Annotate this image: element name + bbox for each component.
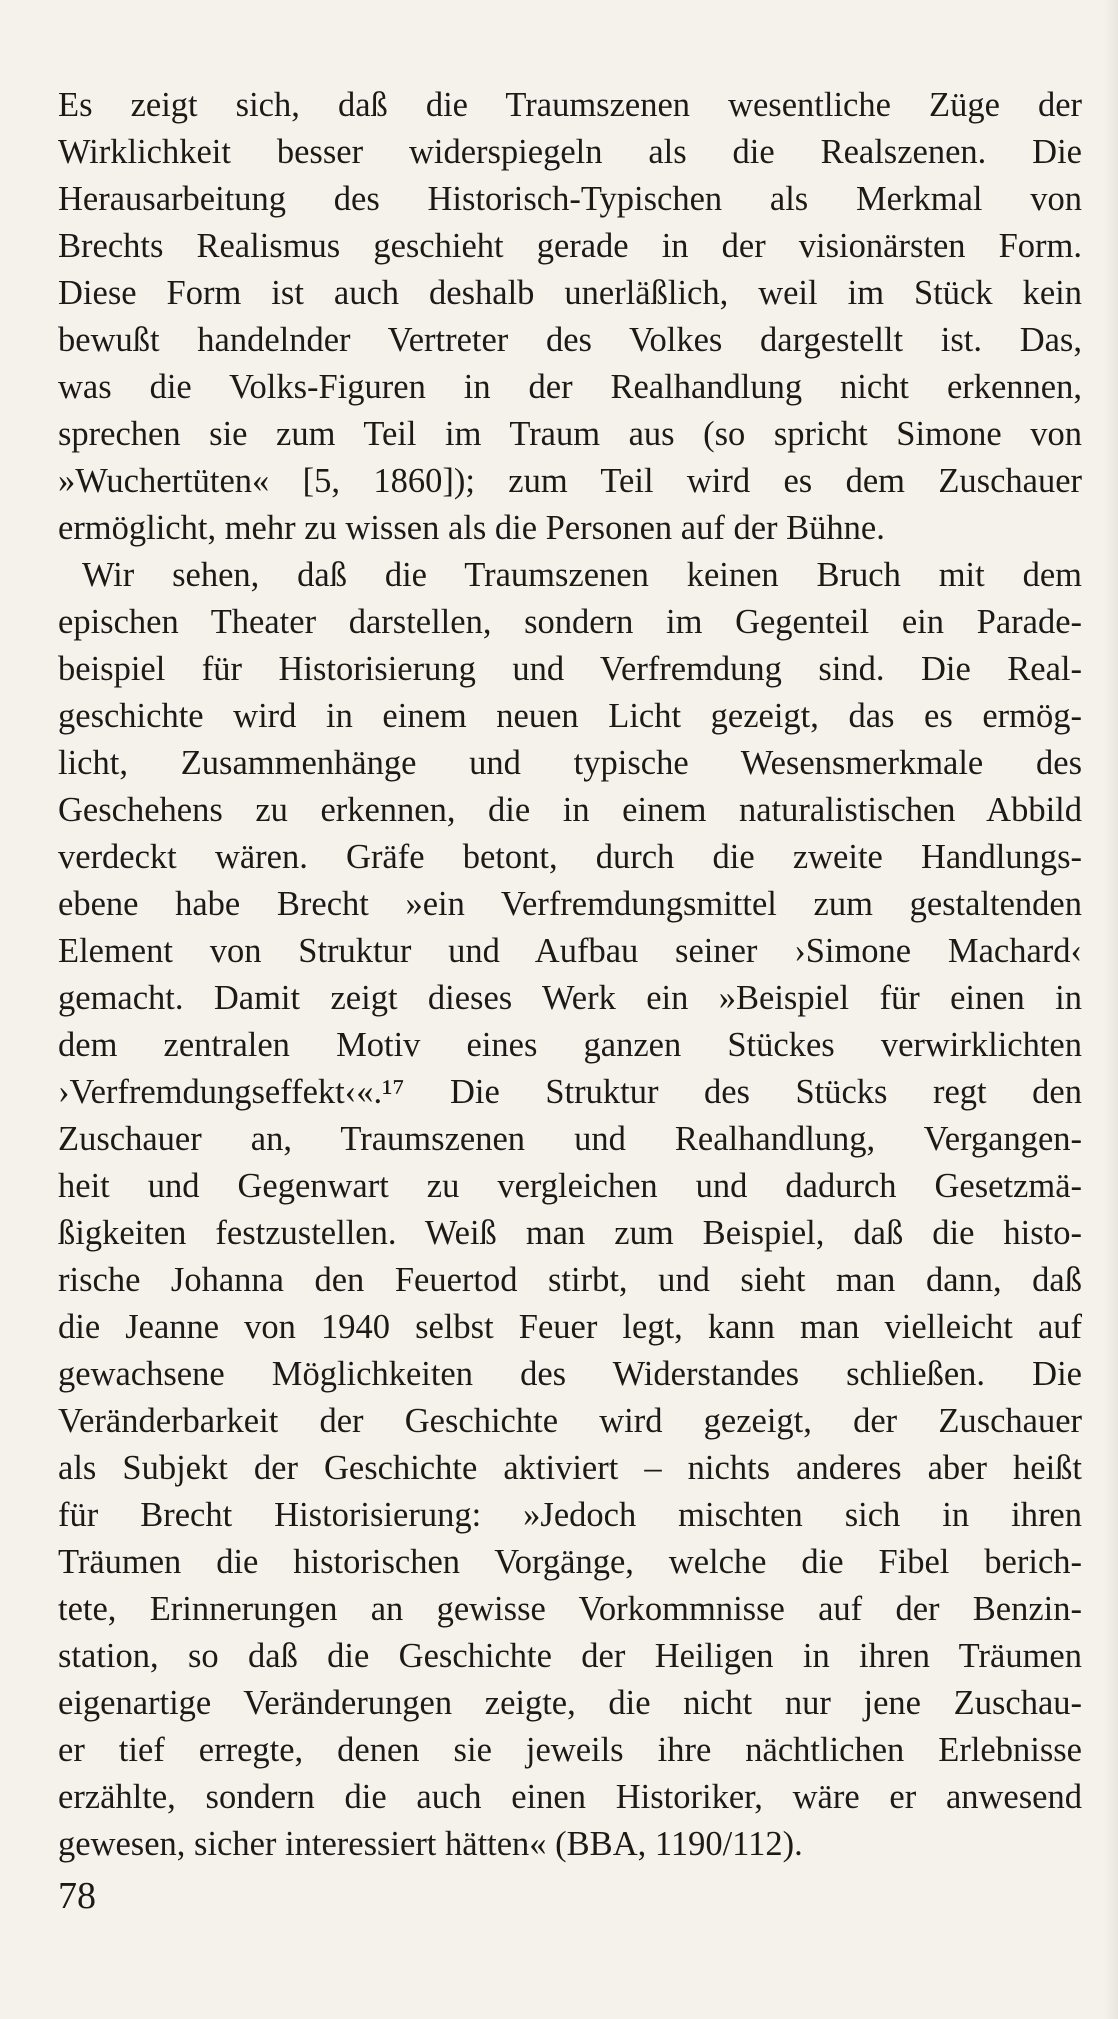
text-line: als Subjekt der Geschichte aktiviert – nichts anderes aber heißt xyxy=(58,1449,1082,1487)
text-line: dem zentralen Motiv eines ganzen Stückes verwirklichten xyxy=(58,1026,1082,1064)
body-text xyxy=(58,82,1082,1868)
text-line: bewußt handelnder Vertreter des Volkes dargestellt ist. Das, xyxy=(58,321,1082,359)
text-line: ebene habe Brecht »ein Verfremdungsmittel zum gestaltenden xyxy=(58,885,1082,923)
page-edge-shadow xyxy=(1104,0,1118,2019)
text-line: er tief erregte, denen sie jeweils ihre nächtlichen Erlebnisse xyxy=(58,1731,1082,1769)
text-line: für Brecht Historisierung: »Jedoch mischten sich in ihren xyxy=(58,1496,1082,1534)
text-line: ermöglicht, mehr zu wissen als die Personen auf der Bühne. xyxy=(58,509,885,547)
paragraph-2 xyxy=(58,552,1082,1868)
text-line: gemacht. Damit zeigt dieses Werk ein »Beispiel für einen in xyxy=(58,979,1082,1017)
text-line: Element von Struktur und Aufbau seiner ›Simone Machard‹ xyxy=(58,932,1082,970)
text-line: sprechen sie zum Teil im Traum aus (so spricht Simone von xyxy=(58,415,1082,453)
text-line: Veränderbarkeit der Geschichte wird gezeigt, der Zuschauer xyxy=(58,1402,1082,1440)
text-line: erzählte, sondern die auch einen Historiker, wäre er anwesend xyxy=(58,1778,1082,1816)
text-line: rische Johanna den Feuertod stirbt, und sieht man dann, daß xyxy=(58,1261,1082,1299)
text-line: Geschehens zu erkennen, die in einem naturalistischen Abbild xyxy=(58,791,1082,829)
text-line: die Jeanne von 1940 selbst Feuer legt, kann man vielleicht auf xyxy=(58,1308,1082,1346)
text-line: licht, Zusammenhänge und typische Wesensmerkmale des xyxy=(58,744,1082,782)
text-line: ›Verfremdungseffekt‹«.¹⁷ Die Struktur des Stücks regt den xyxy=(58,1073,1082,1111)
text-line: Zuschauer an, Traumszenen und Realhandlung, Vergangen- xyxy=(58,1120,1082,1158)
text-line: verdeckt wären. Gräfe betont, durch die zweite Handlungs- xyxy=(58,838,1082,876)
text-line: beispiel für Historisierung und Verfremdung sind. Die Real- xyxy=(58,650,1082,688)
text-line: epischen Theater darstellen, sondern im Gegenteil ein Parade- xyxy=(58,603,1082,641)
text-line: gewesen, sicher interessiert hätten« (BBA, 1190/112). xyxy=(58,1825,803,1863)
text-line: was die Volks-Figuren in der Realhandlung nicht erkennen, xyxy=(58,368,1082,406)
text-line: tete, Erinnerungen an gewisse Vorkommnisse auf der Benzin- xyxy=(58,1590,1082,1628)
text-line: Wir sehen, daß die Traumszenen keinen Bruch mit dem xyxy=(82,556,1082,594)
text-line: Träumen die historischen Vorgänge, welche die Fibel berich- xyxy=(58,1543,1082,1581)
page-number: 78 xyxy=(58,1875,96,1917)
paragraph-1 xyxy=(58,82,1082,552)
text-line: heit und Gegenwart zu vergleichen und dadurch Gesetzmä- xyxy=(58,1167,1082,1205)
text-line: »Wuchertüten« [5, 1860]); zum Teil wird es dem Zuschauer xyxy=(58,462,1082,500)
text-line: station, so daß die Geschichte der Heiligen in ihren Träumen xyxy=(58,1637,1082,1675)
text-line: ßigkeiten festzustellen. Weiß man zum Beispiel, daß die histo- xyxy=(58,1214,1082,1252)
text-line: gewachsene Möglichkeiten des Widerstandes schließen. Die xyxy=(58,1355,1082,1393)
text-line: geschichte wird in einem neuen Licht gezeigt, das es ermög- xyxy=(58,697,1082,735)
text-line: Herausarbeitung des Historisch-Typischen als Merkmal von xyxy=(58,180,1082,218)
text-line: Diese Form ist auch deshalb unerläßlich, weil im Stück kein xyxy=(58,274,1082,312)
text-line: Brechts Realismus geschieht gerade in der visionärsten Form. xyxy=(58,227,1082,265)
text-line: Es zeigt sich, daß die Traumszenen wesentliche Züge der xyxy=(58,86,1082,124)
text-line: eigenartige Veränderungen zeigte, die nicht nur jene Zuschau- xyxy=(58,1684,1082,1722)
text-line: Wirklichkeit besser widerspiegeln als die Realszenen. Die xyxy=(58,133,1082,171)
